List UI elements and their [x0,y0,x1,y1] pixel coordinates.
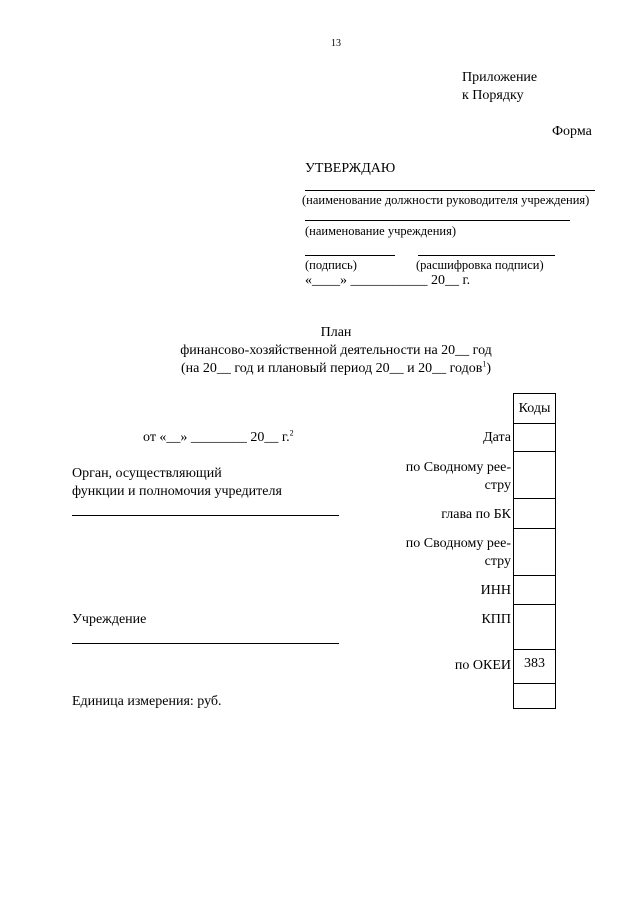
codes-table [513,393,556,709]
footnote-1: 1 [482,359,487,369]
signature-hint: (подпись) [305,258,357,272]
plan-subtitle: финансово-хозяйственной деятельности на 20__ год [180,343,492,358]
approval-title: УТВЕРЖДАЮ [305,161,396,176]
position-line [305,190,595,191]
institution-line [72,643,339,644]
institution-hint: (наименование учреждения) [305,224,456,238]
plan-period-text: (на 20__ год и плановый период 20__ и 20__ годов [181,361,483,376]
code-registry-2 [514,529,556,576]
kpp-label: КПП [481,612,511,627]
founder-line [72,515,339,516]
code-inn [514,576,556,605]
code-unit [514,684,556,709]
unit-label: Единица измерения: руб. [72,694,222,709]
institution-name-line [305,220,570,221]
page-number: 13 [331,38,341,49]
plan-title: План [320,325,352,340]
founder-label-2: функции и полномочия учредителя [72,484,282,499]
registry-label-1a: по Сводному рее- [405,460,511,475]
signature-decode-line [418,255,555,256]
appendix-line-2: к Порядку [462,88,524,103]
code-bk-head [514,499,556,529]
code-registry-1 [514,452,556,499]
date-label: Дата [483,430,511,445]
approval-date: «____» ___________ 20__ г. [305,273,471,288]
founder-label-1: Орган, осуществляющий [72,466,222,481]
code-okei: 383 [514,650,556,684]
plan-period-close: ) [486,361,491,376]
codes-header: Коды [514,394,556,424]
plan-date-text: от «__» ________ 20__ г. [143,430,290,445]
footnote-2: 2 [289,428,294,438]
institution-label: Учреждение [72,612,147,627]
appendix-line-1: Приложение [462,70,538,85]
signature-decode-hint: (расшифровка подписи) [416,258,544,272]
plan-date [143,430,294,446]
okei-label: по ОКЕИ [454,658,511,673]
plan-period [0,361,640,377]
bk-head-label: глава по БК [441,507,511,522]
position-hint: (наименование должности руководителя учреждения) [302,193,590,207]
inn-label: ИНН [480,583,511,598]
code-kpp [514,605,556,650]
registry-label-2b: стру [484,554,511,569]
signature-line [305,255,395,256]
registry-label-2a: по Сводному рее- [405,536,511,551]
registry-label-1b: стру [484,478,511,493]
form-label: Форма [552,124,592,139]
code-date [514,424,556,452]
